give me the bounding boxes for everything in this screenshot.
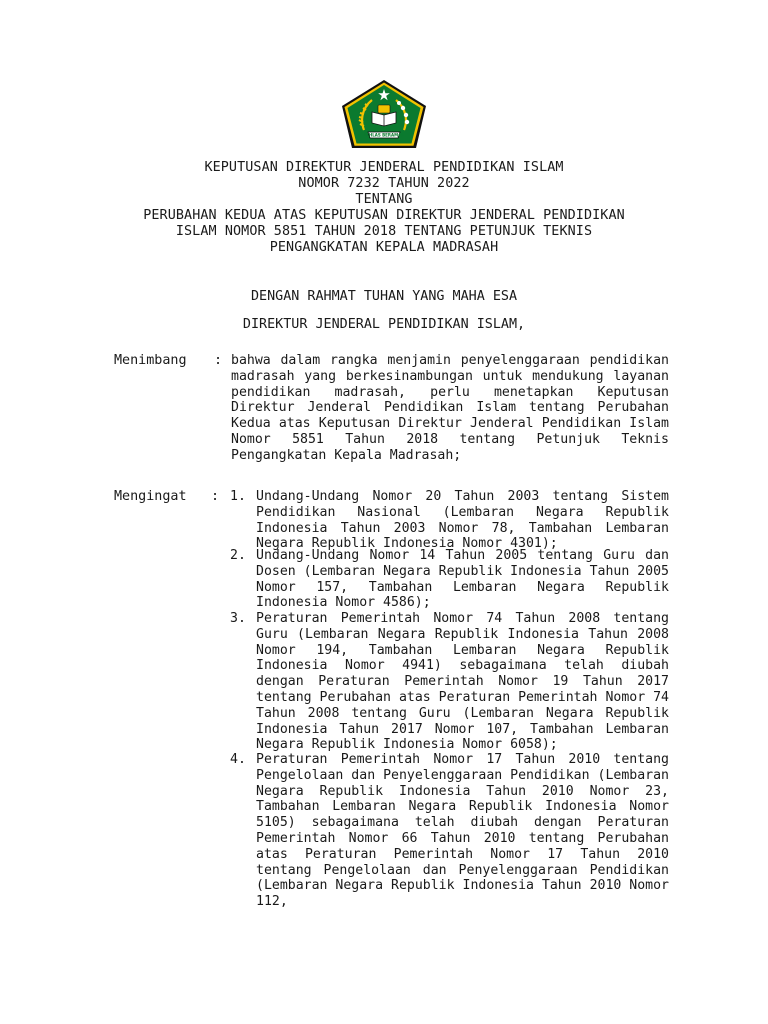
blessing-line: DENGAN RAHMAT TUHAN YANG MAHA ESA bbox=[250, 289, 518, 304]
mengingat-item-number: 1. bbox=[230, 489, 246, 504]
menimbang-text: bahwa dalam rangka menjamin penyelenggaraan pendidikan madrasah yang berkesinambungan untuk mendukung layanan pendidikan madrasah, perlu menetapkan Keputusan Direktur Jenderal Pendidikan Islam tentang Perubahan Kedua atas Keputusan Direktur Jenderal Pendidikan Islam Nomor 5851 Tahun 2018 tentang Petunjuk Teknis Pengangkatan Kepala Madrasah; bbox=[231, 353, 669, 463]
mengingat-item-number: 4. bbox=[230, 752, 246, 767]
decree-header bbox=[0, 160, 768, 256]
mengingat-item-number: 3. bbox=[230, 611, 246, 626]
mengingat-item-text: Undang-Undang Nomor 14 Tahun 2005 tentang Guru dan Dosen (Lembaran Negara Republik Indonesia Tahun 2005 Nomor 157, Tambahan Lembaran Negara Republik Indonesia Nomor 4586); bbox=[256, 548, 669, 611]
mengingat-label: Mengingat bbox=[114, 489, 187, 504]
menimbang-label: Menimbang bbox=[114, 353, 187, 368]
mengingat-item-text: Peraturan Pemerintah Nomor 74 Tahun 2008 tentang Guru (Lembaran Negara Republik Indonesia Tahun 2008 Nomor 194, Tambahan Lembaran Negara Republik Indonesia Nomor 4941) sebagaimana telah diubah dengan Peraturan Pemerintah Nomor 19 Tahun 2017 tentang Perubahan atas Peraturan Pemerintah Nomor 74 Tahun 2008 tentang Guru (Lembaran Negara Republik Indonesia Tahun 2017 Nomor 107, Tambahan Lembaran Negara Republik Indonesia Nomor 6058); bbox=[256, 611, 669, 753]
mengingat-item-text: Undang-Undang Nomor 20 Tahun 2003 tentang Sistem Pendidikan Nasional (Lembaran Negara Republik Indonesia Tahun 2003 Nomor 78, Tambahan Lembaran Negara Republik Indonesia Nomor 4301); bbox=[256, 489, 669, 552]
decree-subject-line-1: PERUBAHAN KEDUA ATAS KEPUTUSAN DIREKTUR JENDERAL PENDIDIKAN bbox=[143, 208, 625, 223]
official-title: DIREKTUR JENDERAL PENDIDIKAN ISLAM, bbox=[242, 317, 526, 332]
mengingat-item-text: Peraturan Pemerintah Nomor 17 Tahun 2010 tentang Pengelolaan dan Penyelenggaraan Pendidikan (Lembaran Negara Republik Indonesia Tahun 2010 Nomor 23, Tambahan Lembaran Negara Republik Indonesia Nomor 5105) sebagaimana telah diubah dengan Peraturan Pemerintah Nomor 66 Tahun 2010 tentang Perubahan atas Peraturan Pemerintah Nomor 17 Tahun 2010 tentang Pengelolaan dan Penyelenggaraan Pendidikan (Lembaran Negara Republik Indonesia Tahun 2010 Nomor 112, bbox=[256, 752, 669, 910]
mengingat-colon: : bbox=[211, 489, 220, 504]
decree-title: KEPUTUSAN DIREKTUR JENDERAL PENDIDIKAN ISLAM bbox=[204, 160, 564, 175]
menimbang-colon: : bbox=[214, 353, 223, 368]
emblem-ribbon-text: IKHLAS BERAMAL bbox=[364, 132, 404, 138]
decree-subject-line-3: PENGANGKATAN KEPALA MADRASAH bbox=[269, 240, 499, 255]
decree-subject-line-2: ISLAM NOMOR 5851 TAHUN 2018 TENTANG PETUNJUK TEKNIS bbox=[175, 224, 593, 239]
decree-number: NOMOR 7232 TAHUN 2022 bbox=[298, 176, 470, 191]
kemenag-emblem-icon bbox=[340, 78, 428, 150]
decree-about: TENTANG bbox=[355, 192, 413, 207]
mengingat-item-number: 2. bbox=[230, 548, 246, 563]
